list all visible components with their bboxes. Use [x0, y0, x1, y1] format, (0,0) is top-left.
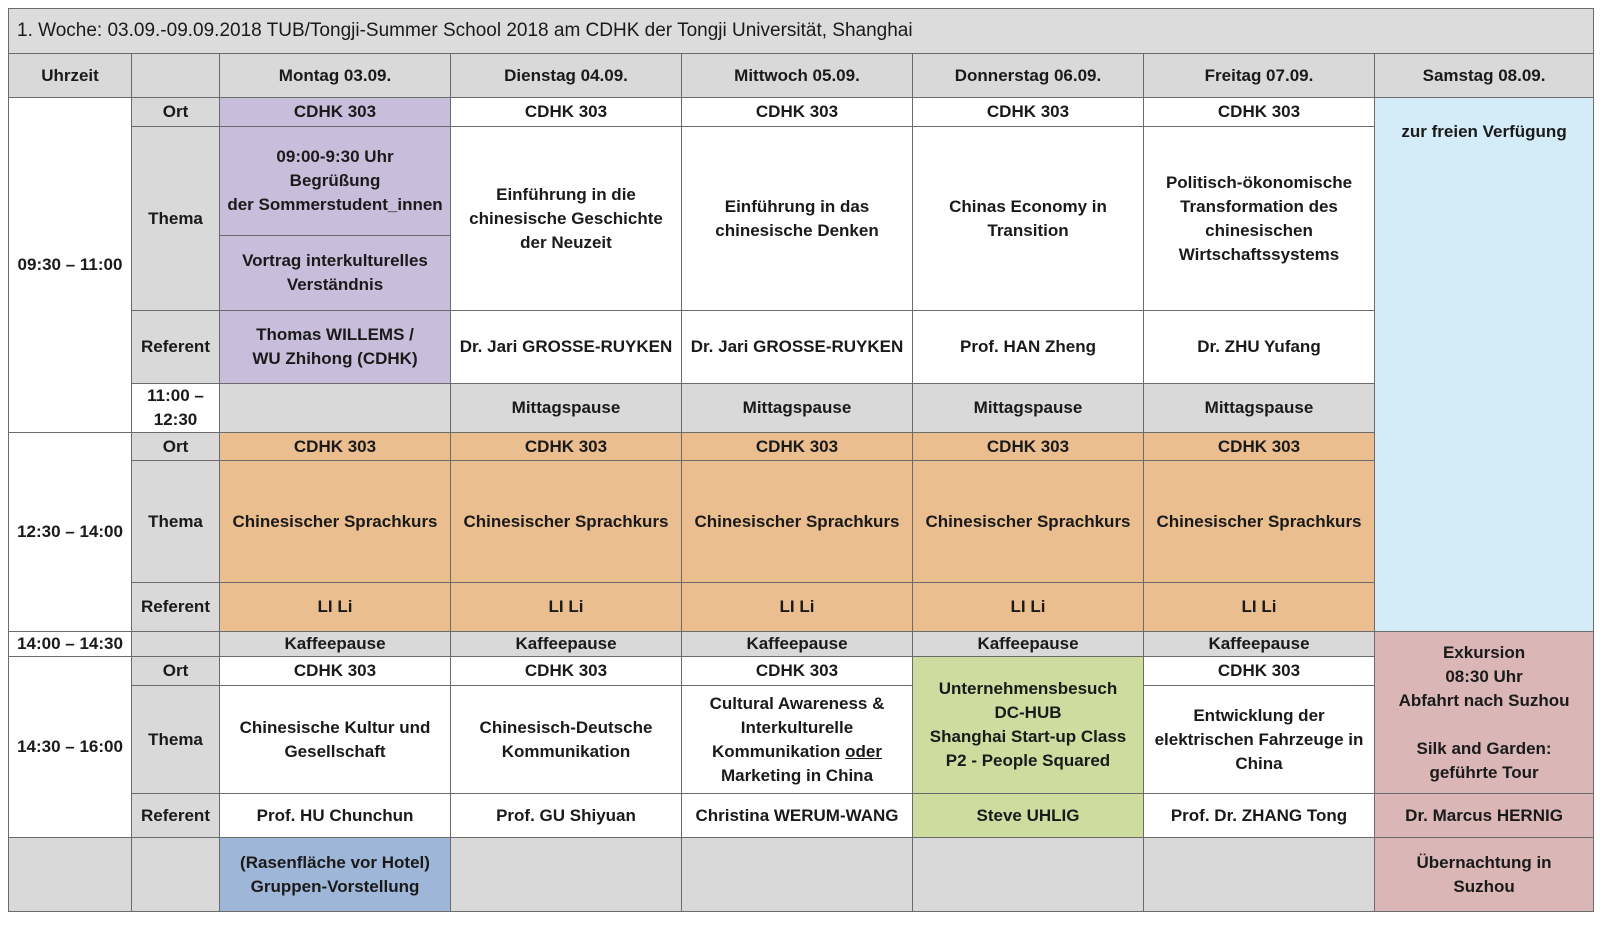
coffee-cell: Kaffeepause: [220, 632, 451, 657]
room-cell: CDHK 303: [451, 433, 682, 461]
topic-line: Verständnis: [286, 275, 384, 294]
lunch-cell: Mittagspause: [451, 384, 682, 433]
monday-speaker: [220, 311, 451, 384]
friday-afternoon-topic: [1144, 686, 1375, 794]
time-slot-coffee: 14:00 – 14:30: [9, 632, 132, 657]
topic-line: Chinesisch-Deutsche: [479, 717, 653, 737]
empty-cell: [913, 838, 1144, 912]
language-course-cell: Chinesischer Sprachkurs: [913, 461, 1144, 583]
topic-line: [686, 740, 908, 764]
row-label-empty: [132, 632, 220, 657]
monday-topic-lecture: [220, 236, 451, 311]
topic-line: Wirtschaftssystems: [1178, 244, 1340, 264]
topic-line: Einführung in das: [724, 196, 870, 216]
topic-line: der Sommerstudent_innen: [227, 195, 443, 214]
excursion-line: 08:30 Uhr: [1445, 666, 1523, 686]
time-slot-2: 12:30 – 14:00: [9, 433, 132, 632]
friday-speaker: Dr. ZHU Yufang: [1144, 311, 1375, 384]
row-label-referent: Referent: [132, 311, 220, 384]
room-cell: CDHK 303: [682, 657, 913, 686]
room-cell: CDHK 303: [913, 98, 1144, 127]
row-label-ort: Ort: [132, 433, 220, 461]
topic-line: Transformation des: [1180, 196, 1338, 216]
tuesday-topic: [451, 127, 682, 311]
wednesday-afternoon-topic: [682, 686, 913, 794]
room-cell: CDHK 303: [1144, 98, 1375, 127]
coffee-cell: Kaffeepause: [451, 632, 682, 657]
row-label-empty: [132, 838, 220, 912]
thursday-speaker: Prof. HAN Zheng: [913, 311, 1144, 384]
topic-line: Gesellschaft: [284, 741, 386, 761]
topic-line: elektrischen Fahrzeuge in: [1154, 729, 1364, 749]
topic-line: der Neuzeit: [520, 232, 612, 252]
row-label-referent: Referent: [132, 794, 220, 838]
topic-line: chinesische Geschichte: [469, 208, 663, 228]
empty-cell: [1144, 838, 1375, 912]
time-slot-1: 09:30 – 11:00: [9, 98, 132, 433]
room-cell: CDHK 303: [913, 433, 1144, 461]
tuesday-afternoon-speaker: Prof. GU Shiyuan: [451, 794, 682, 838]
topic-line: Cultural Awareness &: [709, 693, 885, 713]
excursion-line: geführte Tour: [1429, 762, 1539, 782]
row-label-ort: Ort: [132, 657, 220, 686]
excursion-line: Exkursion: [1442, 642, 1526, 662]
room-cell: CDHK 303: [1144, 657, 1375, 686]
monday-group-introduction: [220, 838, 451, 912]
room-cell: CDHK 303: [682, 98, 913, 127]
language-course-cell: Chinesischer Sprachkurs: [1144, 461, 1375, 583]
topic-line: Vortrag interkulturelles: [242, 251, 428, 270]
time-slot-3: 14:30 – 16:00: [9, 657, 132, 838]
monday-topic-welcome: [220, 127, 451, 236]
excursion-line: Abfahrt nach Suzhou: [1398, 690, 1570, 710]
row-label-thema: Thema: [132, 461, 220, 583]
empty-cell: [682, 838, 913, 912]
friday-topic: [1144, 127, 1375, 311]
room-cell: CDHK 303: [220, 657, 451, 686]
thursday-afternoon-speaker: Steve UHLIG: [913, 794, 1144, 838]
room-cell: CDHK 303: [451, 98, 682, 127]
header-day-tuesday: Dienstag 04.09.: [451, 54, 682, 98]
topic-line: Einführung in die: [496, 184, 636, 204]
header-day-thursday: Donnerstag 06.09.: [913, 54, 1144, 98]
sunday-excursion-cell: [1375, 632, 1594, 794]
speaker-line: Thomas WILLEMS /: [256, 325, 414, 344]
language-teacher-cell: LI Li: [1144, 583, 1375, 632]
language-course-cell: Chinesischer Sprachkurs: [220, 461, 451, 583]
excursion-line: Silk and Garden:: [1416, 738, 1552, 758]
event-line: Suzhou: [1453, 876, 1515, 896]
topic-line: China: [1235, 753, 1283, 773]
topic-line: chinesischen: [1205, 220, 1313, 240]
empty-cell: [451, 838, 682, 912]
topic-line: Chinesische Kultur und: [239, 717, 431, 737]
topic-line: Begrüßung: [289, 171, 381, 190]
topic-line: Chinas Economy in: [949, 196, 1107, 216]
topic-line: Kommunikation: [501, 741, 631, 761]
row-label-thema: Thema: [132, 686, 220, 794]
lunch-cell: Mittagspause: [913, 384, 1144, 433]
room-cell: CDHK 303: [1144, 433, 1375, 461]
topic-line: Transition: [987, 220, 1069, 240]
sunday-guide-cell: Dr. Marcus HERNIG: [1375, 794, 1594, 838]
wednesday-speaker: Dr. Jari GROSSE-RUYKEN: [682, 311, 913, 384]
language-course-cell: Chinesischer Sprachkurs: [682, 461, 913, 583]
thursday-topic: [913, 127, 1144, 311]
visit-line: Unternehmensbesuch: [938, 679, 1118, 698]
monday-afternoon-topic: [220, 686, 451, 794]
visit-line: Shanghai Start-up Class: [929, 727, 1127, 746]
topic-text: Kommunikation: [711, 741, 846, 761]
friday-afternoon-speaker: Prof. Dr. ZHANG Tong: [1144, 794, 1375, 838]
schedule-table: [8, 8, 1594, 912]
coffee-cell: Kaffeepause: [1144, 632, 1375, 657]
room-cell: CDHK 303: [682, 433, 913, 461]
header-time: Uhrzeit: [9, 54, 132, 98]
visit-line: P2 - People Squared: [945, 751, 1111, 770]
language-teacher-cell: LI Li: [682, 583, 913, 632]
header-day-friday: Freitag 07.09.: [1144, 54, 1375, 98]
topic-line: 09:00-9:30 Uhr: [276, 147, 394, 166]
row-label-thema: Thema: [132, 127, 220, 311]
event-line: Übernachtung in: [1416, 852, 1552, 872]
spacer: [1379, 713, 1589, 737]
event-line: (Rasenfläche vor Hotel): [240, 852, 430, 872]
topic-line: Politisch-ökonomische: [1165, 172, 1353, 192]
event-line: Gruppen-Vorstellung: [250, 876, 420, 896]
row-label-ort: Ort: [132, 98, 220, 127]
tuesday-speaker: Dr. Jari GROSSE-RUYKEN: [451, 311, 682, 384]
topic-text-underlined: oder: [845, 741, 882, 761]
saturday-free-cell: zur freien Verfügung: [1375, 98, 1594, 632]
topic-line: Entwicklung der: [1193, 705, 1325, 725]
language-course-cell: Chinesischer Sprachkurs: [451, 461, 682, 583]
schedule-wrapper: [8, 8, 1593, 912]
topic-line: chinesische Denken: [715, 220, 879, 240]
coffee-cell: Kaffeepause: [913, 632, 1144, 657]
topic-line: Interkulturelle: [740, 717, 854, 737]
language-teacher-cell: LI Li: [913, 583, 1144, 632]
tuesday-afternoon-topic: [451, 686, 682, 794]
time-slot-lunch: 11:00 – 12:30: [132, 384, 220, 433]
sunday-overnight-cell: [1375, 838, 1594, 912]
room-cell: CDHK 303: [451, 657, 682, 686]
room-cell: CDHK 303: [220, 98, 451, 127]
language-teacher-cell: LI Li: [451, 583, 682, 632]
coffee-cell: Kaffeepause: [682, 632, 913, 657]
wednesday-afternoon-speaker: Christina WERUM-WANG: [682, 794, 913, 838]
lunch-cell: Mittagspause: [1144, 384, 1375, 433]
wednesday-topic: [682, 127, 913, 311]
monday-afternoon-speaker: Prof. HU Chunchun: [220, 794, 451, 838]
room-cell: CDHK 303: [220, 433, 451, 461]
speaker-line: WU Zhihong (CDHK): [252, 349, 418, 368]
row-label-referent: Referent: [132, 583, 220, 632]
row-label-empty: [220, 384, 451, 433]
language-teacher-cell: LI Li: [220, 583, 451, 632]
lunch-cell: Mittagspause: [682, 384, 913, 433]
header-label-empty: [132, 54, 220, 98]
header-day-saturday: Samstag 08.09.: [1375, 54, 1594, 98]
time-slot-evening: [9, 838, 132, 912]
topic-line: Marketing in China: [720, 765, 874, 785]
table-title: 1. Woche: 03.09.-09.09.2018 TUB/Tongji-Summer School 2018 am CDHK der Tongji Universität, Shanghai: [9, 9, 1594, 54]
header-day-wednesday: Mittwoch 05.09.: [682, 54, 913, 98]
visit-line: DC-HUB: [994, 703, 1062, 722]
header-day-monday: Montag 03.09.: [220, 54, 451, 98]
thursday-company-visit: [913, 657, 1144, 794]
